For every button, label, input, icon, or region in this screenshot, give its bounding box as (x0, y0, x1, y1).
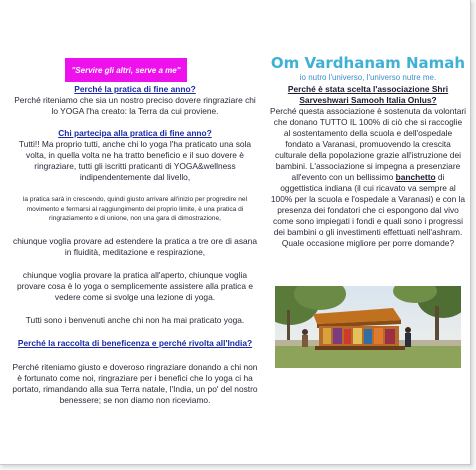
paragraph-association-b: di oggettistica indiana (il cui ricavato va sempre al 100% per la scuola e l'ospedale a Varanasi) e con la presenza dei fondatori che ci espongono dal vivo come sono impiegati i fondi e quali sono i progressi dei bambini o gli investimenti effettuati nell'ashram. Quale occasione migliore per porre domande? (270, 172, 466, 248)
paragraph-three-hours: chiunque voglia provare ad estendere la pratica a tre ore di asana in fluidità, meditazione e respirazione, (13, 236, 257, 257)
paragraph-association-a: Perché questa associazione è sostenuta da volontari che donano TUTTO IL 100% di ciò che si raccoglie al sostentamento della scuola e dell'ospedale fondato a Varanasi, promuovendo la crescita culturale della popolazione grazie all'istruzione dei bambini. L'associazione si impegna a presenziare all'evento con un bellissimo (270, 106, 467, 182)
paragraph-everyone: Tutti!! Ma proprio tutti, anche chi lo yoga l'ha praticato una sola volta, in quella volta ne ha tratto beneficio e il suo dovere è ringraziare, tutti gli iscritti praticanti di YOGA&wellness indipendentemente dal livello, (18, 139, 252, 182)
paragraph-welcome: Tutti sono i benvenuti anche chi non ha mai praticato yoga. (25, 315, 245, 325)
paragraph-practice-details: la pratica sarà in crescendo, quindi giusto arrivare all'inizio per progredire nel movimento e fermarsi al raggiungimento del proprio limite, è una pratica di ringraziamento e di unione, non una gara di dimostrazione, (22, 196, 248, 222)
stall-photo-illustration (275, 286, 461, 368)
paragraph-why-practice: Perché riteniamo che sia un nostro preciso dovere ringraziare chi lo YOGA l'ha creato: la Terra da cui proviene. (14, 95, 256, 116)
motto-banner: "Servire gli altri, serve a me" (65, 58, 187, 82)
paragraph-association (270, 106, 466, 249)
heading-who-participates: Chi partecipa alla pratica di fine anno? (58, 128, 212, 138)
heading-why-practice: Perché la pratica di fine anno? (74, 84, 196, 94)
mantra-subtitle: io nutro l'universo, l'universo nutre me. (299, 73, 437, 82)
paragraph-charity: Perché riteniamo giusto e doveroso ringraziare donando a chi non è fortunato come noi, ringraziare per i benefici che lo yoga ci ha portato, rimandando alla sua Terra natale, l'India, un po' del nostro benessere; se non diamo non riceviamo. (12, 362, 258, 405)
paragraph-outdoor: chiunque voglia provare la pratica all'aperto, chiunque voglia provare cosa è lo yoga o semplicemente assistere alla pratica e vedere come si svolge una lezione di yoga. (16, 270, 254, 302)
stall-photo (275, 286, 461, 368)
heading-charity: Perché la raccolta di beneficenza e perché rivolta all'India? (17, 338, 253, 348)
mantra-title: Om Vardhanam Namah (270, 54, 466, 72)
keyword-banchetto: banchetto (395, 172, 436, 182)
heading-association: Perché è stata scelta l'associazione Shri Sarveshwari Samooh Italia Onlus? (287, 84, 449, 105)
